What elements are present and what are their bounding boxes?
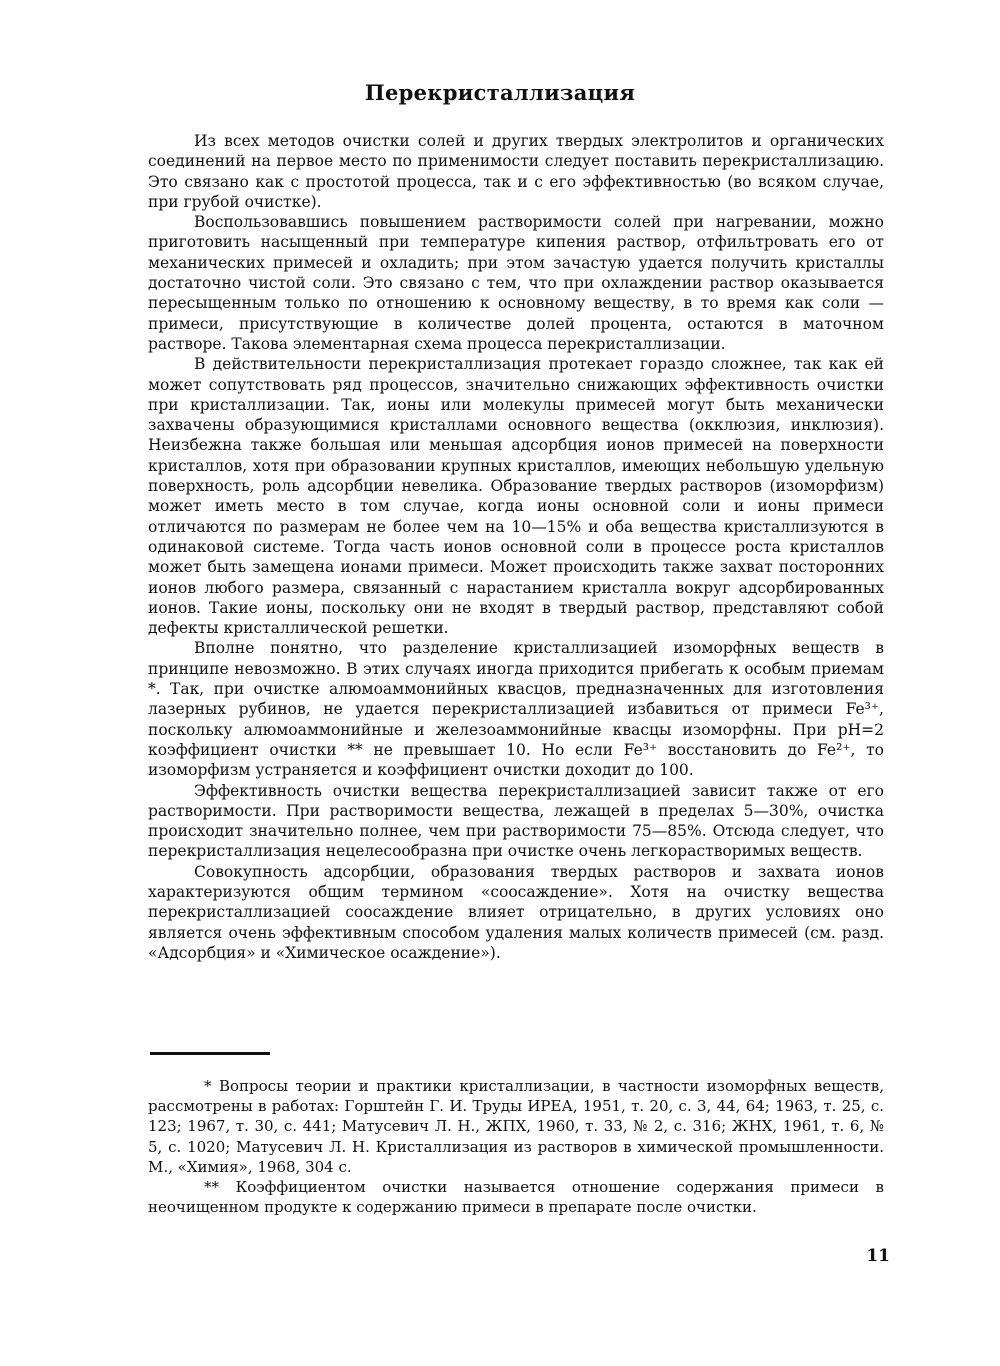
paragraph: Вполне понятно, что разделение кристаллизацией изоморфных веществ в принципе невозможно. В этих случаях иногда приходится прибегать к особым приемам *. Так, при очистке алюмоаммонийных квасцов, предназначенных для изготовления лазерных рубинов, не удается перекристаллизацией избавиться от примеси Fe³⁺, поскольку алюмоаммонийные и железоаммонийные квасцы изоморфны. При pH=2 коэффициент очистки ** не превышает 10. Но если Fe³⁺ восстановить до Fe²⁺, то изоморфизм устраняется и коэффициент очистки доходит до 100. [148,639,884,780]
paragraph: В действительности перекристаллизация протекает гораздо сложнее, так как ей может сопутствовать ряд процессов, значительно снижающих эффективность очистки при кристаллизации. Так, ионы или молекулы примесей могут быть механически захвачены образующимися кристаллами основного вещества (окклюзия, инклюзия). Неизбежна также большая или меньшая адсорбция ионов примесей на поверхности кристаллов, хотя при образовании крупных кристаллов, имеющих небольшую удельную поверхность, роль адсорбции невелика. Образование твердых растворов (изоморфизм) может иметь место в том случае, когда ионы основной соли и ионы примеси отличаются по размерам не более чем на 10—15% и оба вещества кристаллизуются в одинаковой системе. Тогда часть ионов основной соли в процессе роста кристаллов может быть замещена ионами примеси. Может происходить также захват посторонних ионов любого размера, связанный с нарастанием кристалла вокруг адсорбированных ионов. Такие ионы, поскольку они не входят в твердый раствор, представляют собой дефекты кристаллической решетки. [148,355,884,638]
footnotes [148,1076,884,1217]
paragraph: Из всех методов очистки солей и других твердых электролитов и органических соединений на первое место по применимости следует поставить перекристаллизацию. Это связано как с простотой процесса, так и с его эффективностью (во всяком случае, при грубой очистке). [148,132,884,211]
footnote-divider [150,1052,270,1055]
paragraph: Совокупность адсорбции, образования твердых растворов и захвата ионов характеризуются общим термином «соосаждение». Хотя на очистку вещества перекристаллизацией соосаждение влияет отрицательно, в других условиях оно является очень эффективным способом удаления малых количеств примесей (см. разд. «Адсорбция» и «Химическое осаждение»). [148,862,884,962]
footnote: ** Коэффициентом очистки называется отношение содержания примеси в неочищенном продукте к содержанию примеси в препарате после очистки. [148,1178,884,1217]
section-title: Перекристаллизация [364,80,636,105]
paragraph: Эффективность очистки вещества перекристаллизацией зависит также от его растворимости. При растворимости вещества, лежащей в пределах 5—30%, очистка происходит значительно полнее, чем при растворимости 75—85%. Отсюда следует, что перекристаллизация нецелесообразна при очистке очень легкорастворимых веществ. [148,781,884,861]
paragraph: Воспользовавшись повышением растворимости солей при нагревании, можно приготовить насыщенный при температуре кипения раствор, отфильтровать его от механических примесей и охладить; при этом зачастую удается получить кристаллы достаточно чистой соли. Это связано с тем, что при охлаждении раствор оказывается пересыщенным только по отношению к основному веществу, в то время как соли — примеси, присутствующие в количестве долей процента, остаются в маточном растворе. Такова элементарная схема процесса перекристаллизации. [148,213,884,353]
page-number: 11 [866,1246,890,1266]
footnote: * Вопросы теории и практики кристаллизации, в частности изоморфных веществ, рассмотрены в работах: Горштейн Г. И. Труды ИРЕА, 1951, т. 20, с. 3, 44, 64; 1963, т. 25, с. 123; 1967, т. 30, с. 441; Матусевич Л. Н., ЖПХ, 1960, т. 33, № 2, с. 316; ЖНХ, 1961, т. 6, № 5, с. 1020; Матусевич Л. Н. Кристаллизация из растворов в химической промышленности. М., «Химия», 1968, 304 с. [148,1077,884,1176]
body-text [148,131,884,963]
